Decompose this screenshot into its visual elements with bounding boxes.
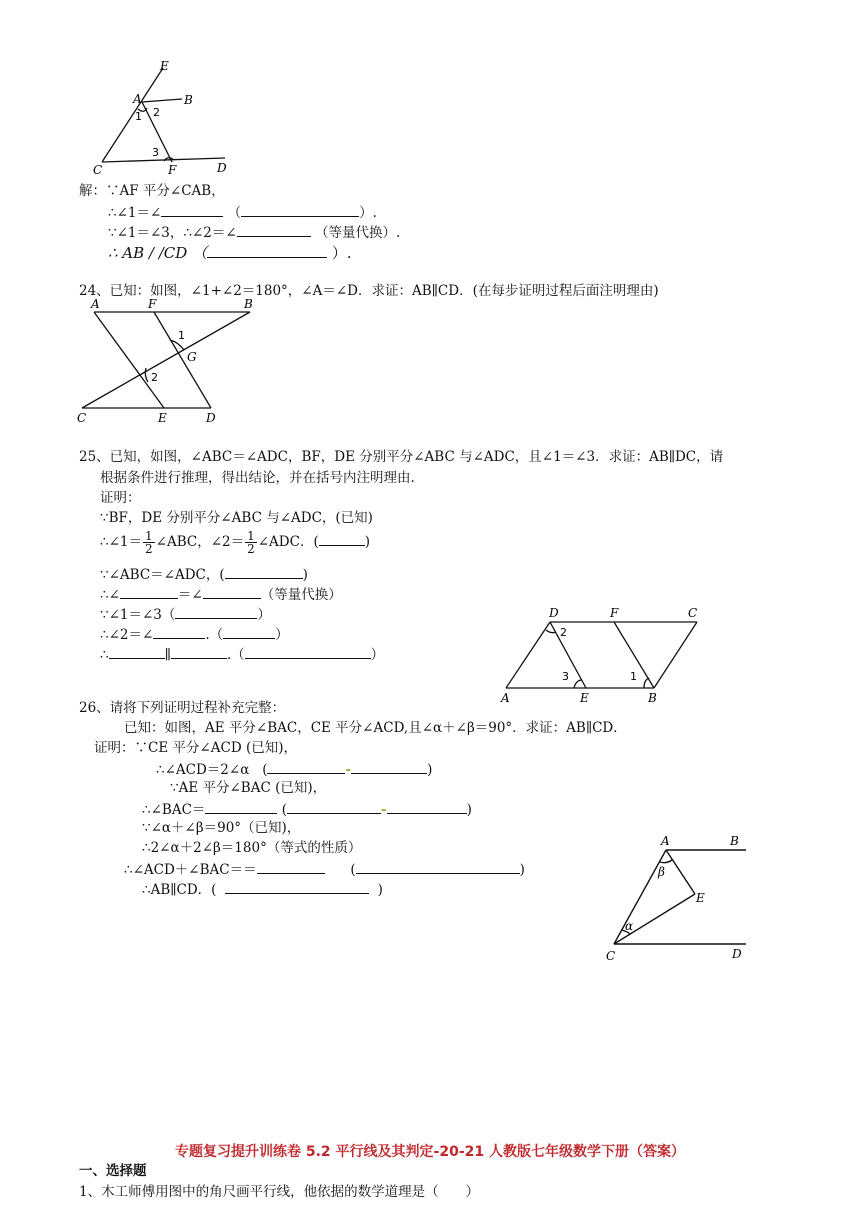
label-f: F <box>610 606 619 620</box>
q26-proof-8-a: ∴AB∥CD．( <box>142 882 217 898</box>
q26-proof-3: ∵AE 平分∠BAC (已知)， <box>170 780 327 796</box>
segment-ae <box>94 312 164 408</box>
label-angle-3: 3 <box>152 146 159 159</box>
q25-step-5 <box>100 604 271 624</box>
q25-blank-6[interactable] <box>153 624 205 639</box>
section-heading-choice: 一、选择题 <box>79 1163 147 1179</box>
q25-blank-5[interactable] <box>175 604 257 619</box>
q25-step-7-c: .（ <box>226 647 245 663</box>
label-angle-1: 1 <box>135 110 142 123</box>
label-a: A <box>91 297 100 311</box>
q25-step-4-b: ＝∠ <box>177 587 203 603</box>
q26-blank-2[interactable] <box>351 759 427 774</box>
q25-step-7-a: ∴ <box>100 647 109 663</box>
q25-step-2-a: ∴∠1＝ <box>100 534 142 550</box>
label-b: B <box>184 93 193 107</box>
q23-line-4-a: ∴ AB / /CD （ <box>108 244 208 262</box>
label-f: F <box>148 297 157 311</box>
label-b: B <box>730 834 739 848</box>
q24-text: 24、已知：如图，∠1+∠2＝180°，∠A＝∠D．求证：AB∥CD．(在每步证明过程后面注明理由) <box>79 283 659 299</box>
q25-step-4 <box>100 584 342 604</box>
q25-step-2-b: ∠ABC，∠2＝ <box>155 534 245 550</box>
q26-blank-8[interactable] <box>225 879 369 894</box>
label-a: A <box>133 92 142 106</box>
q23-line-2-b: （ <box>227 205 242 221</box>
q23-line-4 <box>108 243 352 262</box>
q26-proof-2-c: ) <box>427 762 433 778</box>
q25-step-7-b: ∥ <box>164 647 171 663</box>
q25-step-6-b: .（ <box>205 627 224 643</box>
q26-proof-4-a: ∴∠BAC＝ <box>142 802 206 818</box>
label-alpha: α <box>625 919 634 933</box>
q25-step-6-c: ） <box>275 627 289 643</box>
q26-blank-1[interactable] <box>267 759 345 774</box>
label-angle-3: 3 <box>562 670 569 683</box>
label-angle-2: 2 <box>151 371 158 384</box>
q26-blank-6[interactable] <box>257 859 325 874</box>
label-angle-1: 1 <box>630 670 637 683</box>
label-b: B <box>648 691 657 705</box>
figure-q25 <box>494 600 714 708</box>
label-angle-2: 2 <box>153 106 160 119</box>
highlight-marker: - <box>345 762 352 778</box>
fraction-num: 1 <box>247 529 255 543</box>
q26-proof-6: ∴2∠α＋2∠β＝180°（等式的性质） <box>142 840 362 856</box>
q26-proof-1: 证明：∵CE 平分∠ACD (已知)， <box>94 740 298 756</box>
q26-proof-4-c: ) <box>466 802 472 818</box>
q25-blank-3[interactable] <box>120 584 178 599</box>
label-d: D <box>206 411 216 425</box>
q1-text: 1、木工师傅用图中的角尺画平行线，他依据的数学道理是（ ） <box>79 1184 480 1200</box>
q23-line-3 <box>108 222 400 242</box>
q26-text: 26、请将下列证明过程补充完整： <box>79 700 286 716</box>
q26-blank-3[interactable] <box>205 799 277 814</box>
q25-step-7-d: ） <box>370 647 385 663</box>
q26-proof-4-b: ( <box>281 802 287 818</box>
q26-proof-5: ∵∠α＋∠β＝90°（已知)， <box>142 820 301 836</box>
label-c: C <box>606 949 616 963</box>
q25-step-4-c: （等量代换） <box>260 587 342 603</box>
figure-q23 <box>80 58 250 178</box>
q26-proof-2-b: ( <box>262 762 268 778</box>
q26-proof-7 <box>124 859 525 879</box>
label-a: A <box>661 834 670 848</box>
fraction-den: 2 <box>247 542 255 556</box>
q23-blank-2[interactable] <box>241 202 359 217</box>
label-e: E <box>580 691 589 705</box>
q25-step-6 <box>100 624 289 644</box>
q25-step-3-a: ∵∠ABC＝∠ADC，( <box>100 567 225 583</box>
q25-blank-10[interactable] <box>245 644 371 659</box>
fraction-num: 1 <box>145 529 153 543</box>
highlight-marker: - <box>380 802 387 818</box>
label-c: C <box>93 163 103 177</box>
q25-blank-2[interactable] <box>225 564 303 579</box>
label-c: C <box>688 606 698 620</box>
label-b: B <box>244 297 253 311</box>
q25-blank-8[interactable] <box>109 644 165 659</box>
label-d: D <box>549 606 559 620</box>
label-e: E <box>160 59 169 73</box>
label-d: D <box>217 161 227 175</box>
label-beta: β <box>658 865 665 879</box>
q25-blank-4[interactable] <box>203 584 261 599</box>
q25-step-3-b: ) <box>302 567 308 583</box>
q23-line-2-a: ∴∠1＝∠ <box>108 205 162 221</box>
label-angle-1: 1 <box>178 329 185 342</box>
q25-step-4-a: ∴∠ <box>100 587 120 603</box>
fraction-half-1 <box>143 530 155 555</box>
q25-step-6-a: ∴∠2＝∠ <box>100 627 154 643</box>
q25-step-5-b: ） <box>257 607 271 623</box>
q25-step-1: ∵BF，DE 分别平分∠ABC 与∠ADC，(已知) <box>100 510 373 526</box>
q26-proof-2-a: ∴∠ACD＝2∠α <box>156 762 250 778</box>
q23-line-2 <box>108 202 377 222</box>
segment-ad <box>506 622 550 688</box>
label-d: D <box>732 947 742 961</box>
q23-line-2-c: ）. <box>359 205 377 221</box>
q25-proof-label: 证明： <box>100 490 141 506</box>
q26-proof-7-a: ∴∠ACD＋∠BAC＝＝ <box>124 862 257 878</box>
answer-title: 专题复习提升训练卷 5.2 平行线及其判定-20-21 人教版七年级数学下册（答案） <box>174 1144 685 1160</box>
q25-blank-1[interactable] <box>319 531 365 546</box>
q23-line-4-b: ）. <box>331 244 352 262</box>
q25-step-3 <box>100 564 308 584</box>
segment-cb <box>654 622 697 688</box>
segment-ae <box>666 850 695 894</box>
label-a: A <box>501 691 510 705</box>
q25-text-1: 25、已知，如图，∠ABC＝∠ADC，BF，DE 分别平分∠ABC 与∠ADC，且∠1＝∠3．求证：AB∥DC，请 <box>79 449 724 465</box>
q23-blank-3[interactable] <box>237 222 311 237</box>
fraction-den: 2 <box>145 542 153 556</box>
label-angle-2: 2 <box>560 626 567 639</box>
angle-arc-3 <box>574 680 582 688</box>
segment-bc <box>82 312 250 408</box>
q25-step-7 <box>100 644 384 664</box>
q23-blank-4[interactable] <box>207 243 327 258</box>
q26-proof-8 <box>142 879 383 899</box>
q26-given: 已知：如图，AE 平分∠BAC，CE 平分∠ACD,且∠α＋∠β＝90°．求证：AB∥CD． <box>124 720 627 736</box>
ray-ab <box>142 99 182 102</box>
label-f: F <box>168 163 177 177</box>
q25-step-2-d: ) <box>364 534 371 550</box>
q25-step-2-c: ∠ADC．( <box>257 534 319 550</box>
q26-proof-2 <box>156 759 432 779</box>
q26-proof-7-c: ) <box>519 862 525 878</box>
figure-q26 <box>598 828 758 968</box>
q26-proof-8-b: ) <box>377 882 383 898</box>
q26-blank-4[interactable] <box>287 799 381 814</box>
q25-step-5-a: ∵∠1＝∠3（ <box>100 607 176 623</box>
label-e: E <box>696 891 705 905</box>
q23-line-3-a: ∵∠1＝∠3，∴∠2＝∠ <box>108 225 237 241</box>
q25-text-2: 根据条件进行推理，得出结论，并在括号内注明理由. <box>100 470 415 486</box>
angle-arc-beta <box>660 860 672 863</box>
label-g: G <box>187 350 197 364</box>
q25-blank-9[interactable] <box>171 644 227 659</box>
q26-blank-5[interactable] <box>387 799 467 814</box>
q26-proof-7-b: ( <box>350 862 356 878</box>
q26-blank-7[interactable] <box>356 859 520 874</box>
q26-proof-4 <box>142 799 472 819</box>
q23-blank-1[interactable] <box>161 202 223 217</box>
q25-blank-7[interactable] <box>223 624 275 639</box>
q23-line-1: 解：∵AF 平分∠CAB， <box>79 183 225 199</box>
q23-line-3-b: （等量代换）. <box>315 225 401 241</box>
label-e: E <box>158 411 167 425</box>
q25-step-2 <box>100 530 370 554</box>
fraction-half-2 <box>245 530 257 555</box>
line-cd <box>102 158 225 162</box>
segment-fd <box>154 312 211 408</box>
figure-q24 <box>74 296 264 428</box>
label-c: C <box>77 411 87 425</box>
